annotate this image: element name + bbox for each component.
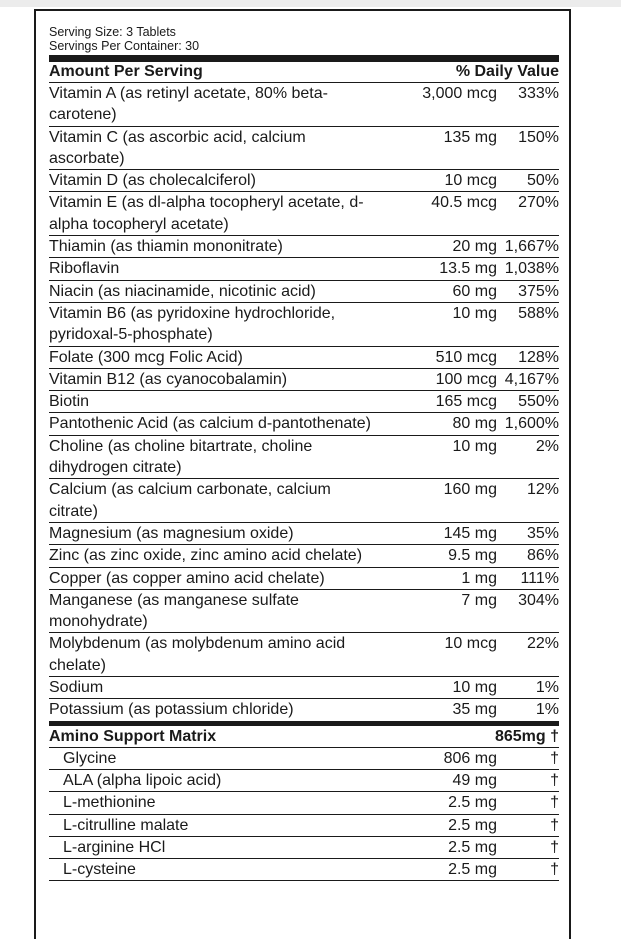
nutrient-name: Copper (as copper amino acid chelate) (49, 569, 325, 587)
matrix-header (49, 726, 559, 748)
nutrient-name: Potassium (as potassium chloride) (49, 701, 294, 719)
nutrient-daily-value: † (550, 838, 559, 856)
table-row (49, 127, 559, 171)
nutrient-amount: 35 mg (452, 701, 497, 719)
nutrient-amount: 9.5 mg (448, 547, 497, 565)
thick-divider (49, 55, 559, 62)
nutrient-amount: 2.5 mg (448, 816, 497, 834)
table-row (49, 83, 559, 127)
nutrient-name: ALA (alpha lipoic acid) (63, 771, 222, 789)
top-strip (0, 0, 621, 7)
table-row (49, 413, 559, 435)
table-row (49, 859, 559, 881)
table-row (49, 303, 559, 347)
servings-per-container: Servings Per Container: 30 (49, 39, 200, 53)
nutrient-name: Vitamin B6 (as pyridoxine hydrochloride, pyridoxal-5-phosphate) (49, 304, 336, 344)
table-row (49, 170, 559, 192)
nutrient-name: Thiamin (as thiamin mononitrate) (49, 238, 283, 256)
table-row (49, 815, 559, 837)
nutrient-amount: 3,000 mcg (422, 85, 497, 102)
nutrient-amount: 20 mg (452, 238, 497, 256)
nutrient-daily-value: 1% (535, 679, 559, 697)
nutrient-daily-value: 1,667% (504, 238, 559, 256)
nutrient-name: Sodium (49, 679, 104, 697)
nutrient-daily-value: 150% (518, 128, 559, 146)
table-row (49, 369, 559, 391)
nutrient-amount: 10 mg (452, 304, 497, 322)
nutrient-daily-value: 12% (526, 481, 559, 499)
table-row (49, 347, 559, 369)
nutrient-amount: 49 mg (452, 771, 497, 789)
table-row (49, 699, 559, 721)
nutrient-amount: 160 mg (443, 481, 497, 499)
nutrient-name: Pantothenic Acid (as calcium d-pantothenate) (49, 415, 371, 433)
table-row (49, 677, 559, 699)
nutrient-name: Vitamin A (as retinyl acetate, 80% beta-carotene) (49, 85, 328, 124)
table-row (49, 281, 559, 303)
nutrient-daily-value: 86% (526, 547, 559, 565)
supplement-facts-panel (34, 9, 571, 939)
nutrient-amount: 806 mg (443, 749, 497, 767)
nutrient-daily-value: † (550, 861, 559, 879)
nutrient-name: Riboflavin (49, 260, 120, 278)
nutrient-daily-value: 375% (518, 282, 559, 300)
nutrient-amount: 10 mg (452, 679, 497, 697)
nutrient-amount: 510 mcg (435, 348, 497, 366)
nutrient-amount: 13.5 mg (439, 260, 497, 278)
nutrient-amount: 40.5 mcg (431, 194, 497, 212)
nutrient-daily-value: † (550, 771, 559, 789)
nutrient-amount: 135 mg (443, 128, 497, 146)
nutrient-daily-value: 2% (535, 437, 559, 455)
nutrient-daily-value: 35% (526, 524, 559, 542)
nutrient-daily-value: 333% (518, 85, 559, 102)
nutrient-amount: 2.5 mg (448, 794, 497, 812)
serving-info (49, 25, 559, 53)
nutrient-daily-value: 111% (520, 569, 559, 587)
nutrient-daily-value: 1% (535, 701, 559, 719)
nutrient-name: L-arginine HCl (63, 838, 166, 856)
table-row (49, 236, 559, 258)
nutrient-name: Molybdenum (as molybdenum amino acid chelate) (49, 635, 346, 674)
nutrient-daily-value: 550% (518, 393, 559, 411)
nutrient-name: Folate (300 mcg Folic Acid) (49, 348, 243, 366)
facts-content (49, 25, 559, 881)
nutrient-daily-value: 1,038% (504, 260, 559, 278)
table-row (49, 748, 559, 770)
matrix-label: Amino Support Matrix (49, 727, 217, 745)
matrix-list (49, 748, 559, 882)
nutrient-amount: 2.5 mg (448, 838, 497, 856)
nutrient-daily-value: 1,600% (504, 415, 559, 433)
table-row (49, 590, 559, 634)
nutrient-daily-value: † (550, 794, 559, 812)
nutrient-amount: 10 mcg (444, 635, 497, 653)
nutrient-daily-value: 304% (518, 591, 559, 609)
daily-value-label: % Daily Value (455, 63, 559, 80)
nutrient-daily-value: 270% (518, 194, 559, 212)
nutrient-daily-value: 588% (518, 304, 559, 322)
nutrient-name: L-methionine (63, 794, 156, 812)
nutrient-name: L-cysteine (63, 861, 136, 879)
nutrient-amount: 7 mg (461, 591, 497, 609)
nutrient-name: Vitamin D (as cholecalciferol) (49, 172, 256, 190)
nutrient-daily-value: 128% (518, 348, 559, 366)
table-row (49, 258, 559, 280)
nutrient-amount: 165 mcg (435, 393, 497, 411)
nutrient-daily-value: 4,167% (504, 370, 559, 388)
table-row (49, 479, 559, 523)
table-row (49, 837, 559, 859)
table-row (49, 792, 559, 814)
nutrient-name: Glycine (63, 749, 117, 767)
table-row (49, 568, 559, 590)
nutrient-amount: 60 mg (452, 282, 497, 300)
column-header (49, 62, 559, 83)
table-row (49, 633, 559, 677)
serving-size: Serving Size: 3 Tablets (49, 25, 176, 39)
nutrient-name: Manganese (as manganese sulfate monohydrate) (49, 591, 299, 631)
nutrient-daily-value: † (550, 816, 559, 834)
nutrient-name: Calcium (as calcium carbonate, calcium citrate) (49, 481, 331, 520)
nutrient-amount: 10 mg (452, 437, 497, 455)
nutrient-amount: 80 mg (452, 415, 497, 433)
nutrient-name: Vitamin E (as dl-alpha tocopheryl acetate, d-alpha tocopheryl acetate) (49, 194, 364, 233)
nutrient-name: Vitamin B12 (as cyanocobalamin) (49, 370, 288, 388)
matrix-total: 865mg † (494, 727, 559, 745)
nutrient-name: Zinc (as zinc oxide, zinc amino acid chelate) (49, 547, 363, 565)
table-row (49, 436, 559, 480)
nutrient-amount: 100 mcg (435, 370, 497, 388)
table-row (49, 391, 559, 413)
nutrient-daily-value: † (550, 749, 559, 767)
nutrient-name: L-citrulline malate (63, 816, 189, 834)
nutrient-name: Biotin (49, 393, 90, 411)
nutrient-name: Magnesium (as magnesium oxide) (49, 524, 294, 542)
table-row (49, 770, 559, 792)
nutrient-amount: 2.5 mg (448, 861, 497, 879)
nutrient-amount: 10 mcg (444, 172, 497, 190)
nutrient-name: Vitamin C (as ascorbic acid, calcium ascorbate) (49, 128, 306, 167)
nutrient-name: Niacin (as niacinamide, nicotinic acid) (49, 282, 316, 300)
nutrient-amount: 1 mg (461, 569, 497, 587)
table-row (49, 192, 559, 236)
nutrient-daily-value: 50% (526, 172, 559, 190)
amount-per-serving-label: Amount Per Serving (49, 63, 203, 80)
nutrient-amount: 145 mg (443, 524, 497, 542)
table-row (49, 545, 559, 567)
table-row (49, 523, 559, 545)
nutrient-daily-value: 22% (526, 635, 559, 653)
nutrient-name: Choline (as choline bitartrate, choline dihydrogen citrate) (49, 437, 313, 477)
nutrient-list (49, 83, 559, 722)
